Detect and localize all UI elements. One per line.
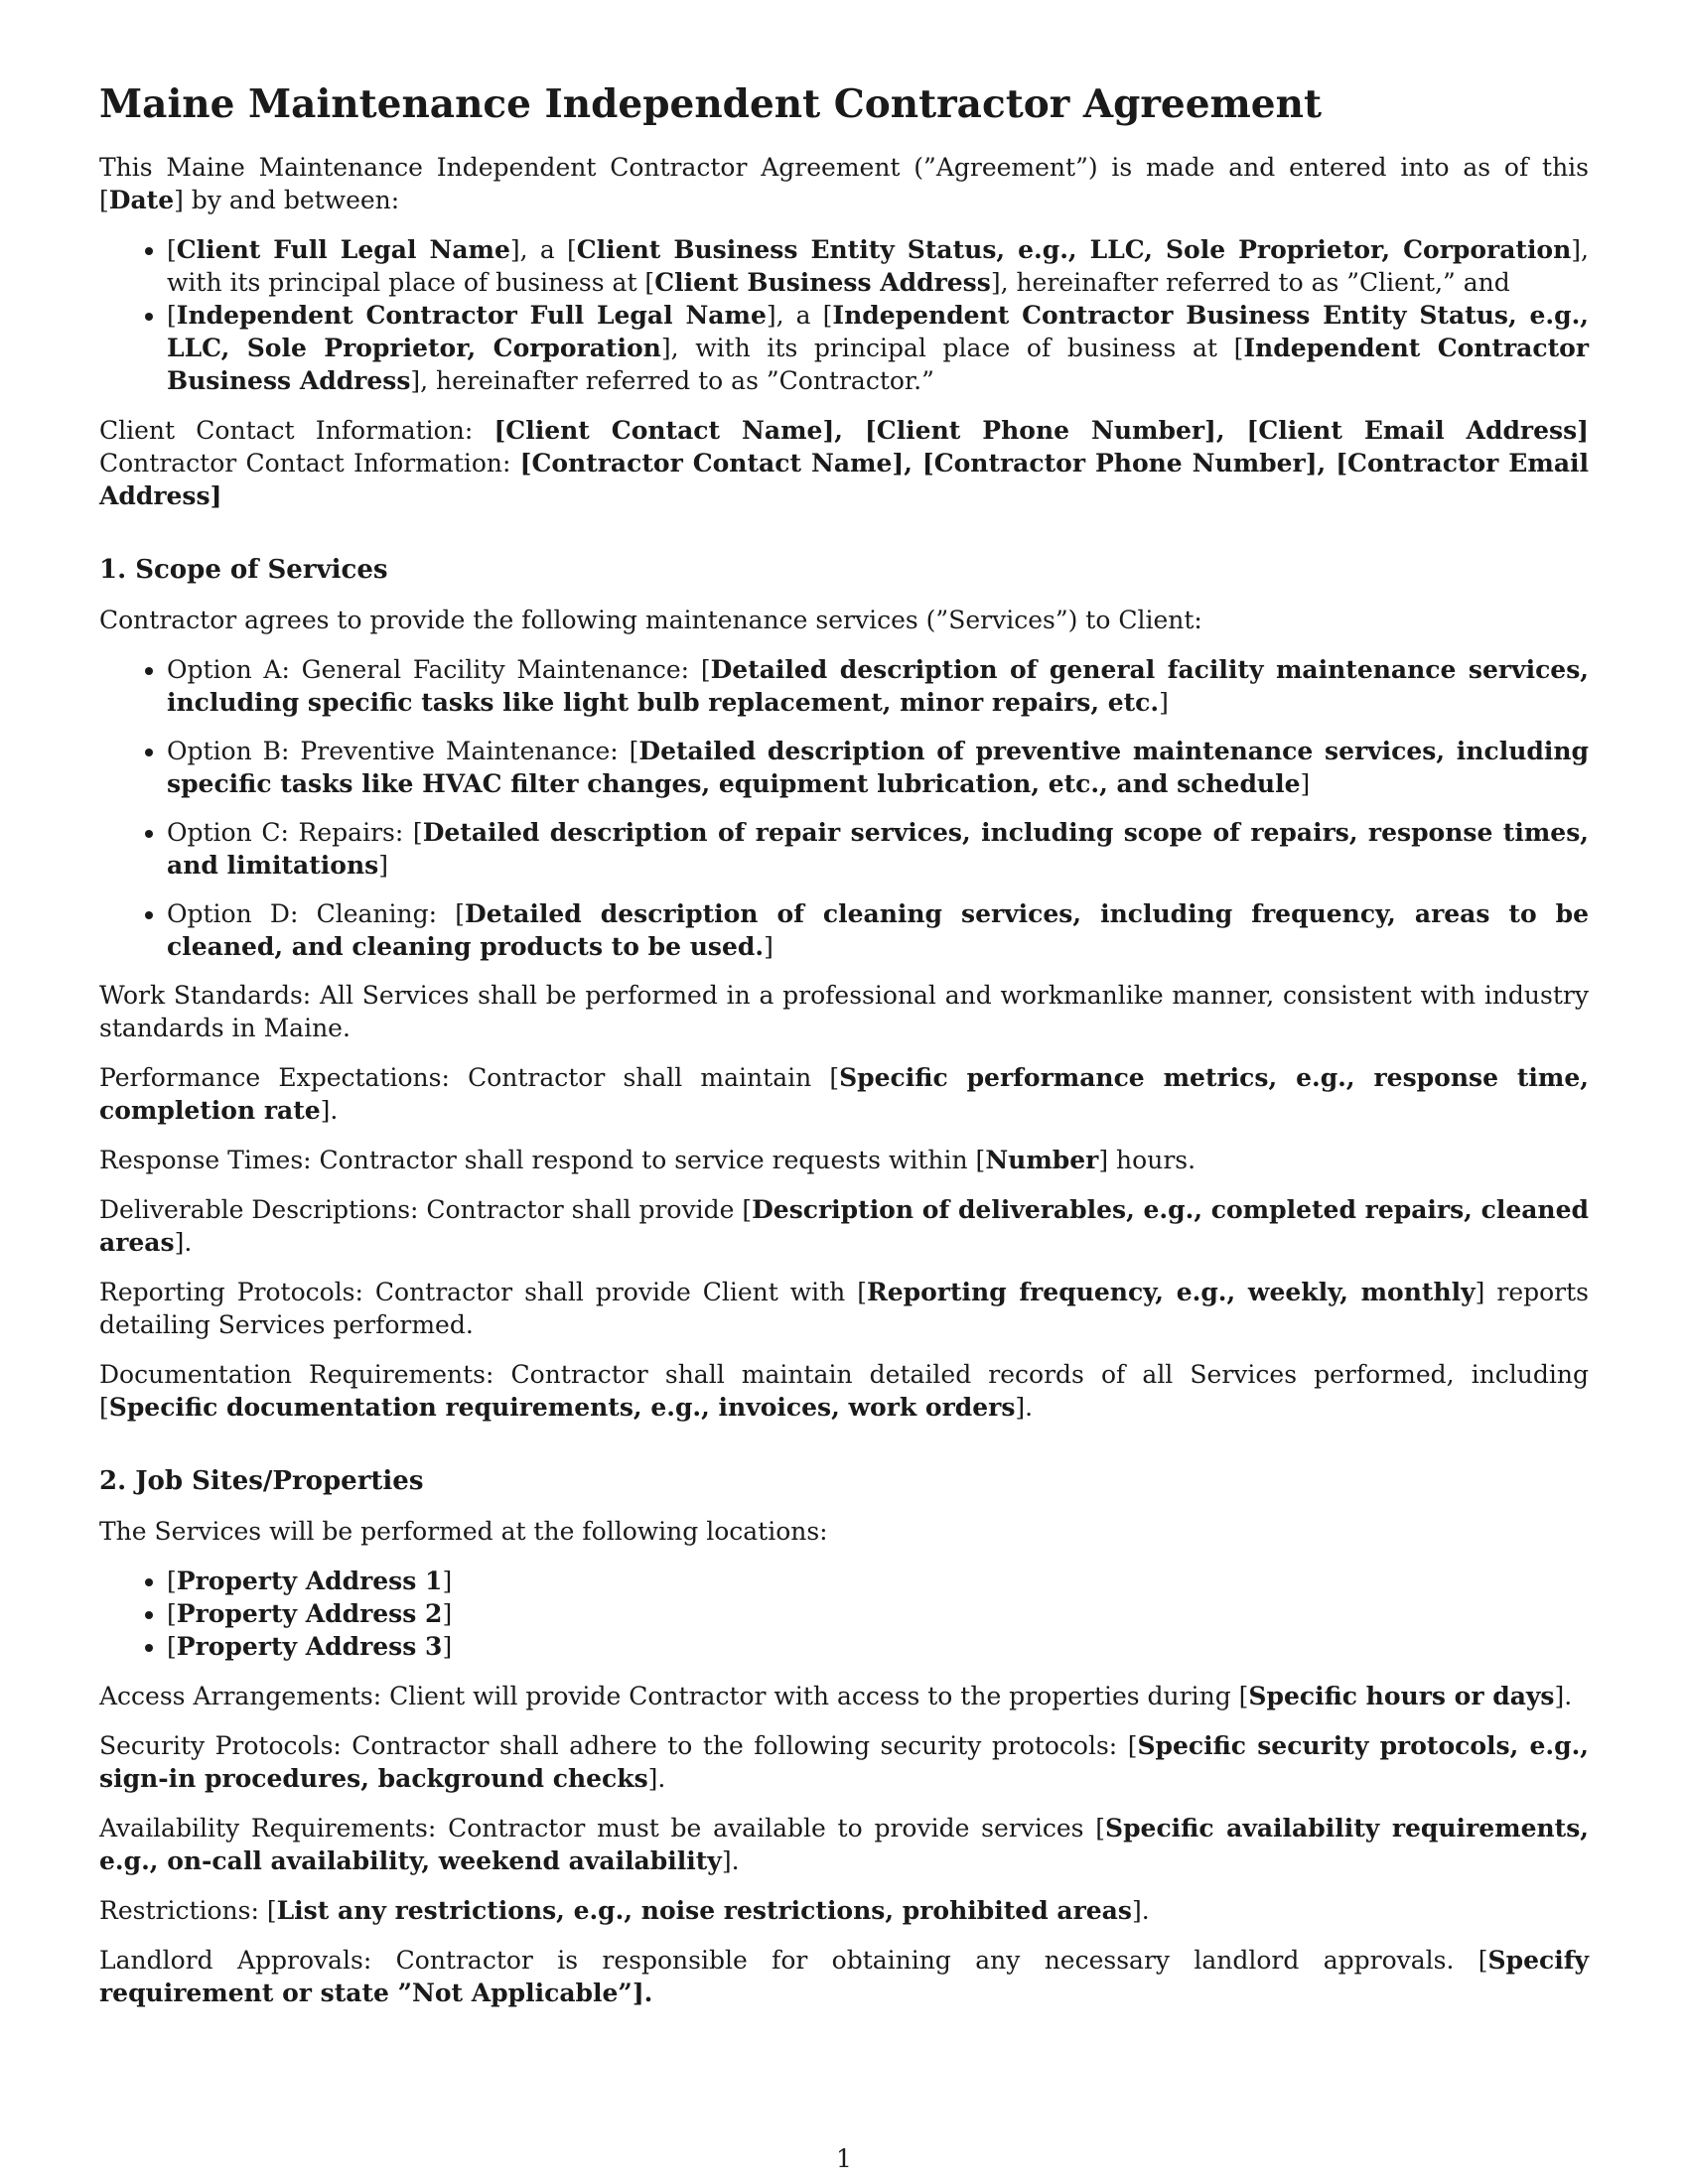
service-option-c: • Option C: Repairs: [Detailed description of repair services, including scope of repairs, response times, and limitations] <box>167 816 1589 882</box>
party-client: • [Client Full Legal Name], a [Client Business Entity Status, e.g., LLC, Sole Proprietor, Corporation], with its principal place of business at [Client Business Address], hereinafter referred to as ”Client,” and <box>167 233 1589 299</box>
property-list <box>99 1565 1589 1663</box>
parties-list <box>99 233 1589 397</box>
service-options-list <box>99 653 1589 963</box>
job-sites-intro: The Services will be performed at the following locations: <box>99 1517 828 1546</box>
documentation-requirements: Documentation Requirements: Contractor shall maintain detailed records of all Services performed, including [Specific documentation requirements, e.g., invoices, work orders]. <box>99 1360 1589 1422</box>
intro-paragraph: This Maine Maintenance Independent Contractor Agreement (”Agreement”) is made and entered into as of this [Date] by and between: <box>99 153 1589 214</box>
availability-requirements: Availability Requirements: Contractor must be available to provide services [Specific availability requirements, e.g., on-call availability, weekend availability]. <box>99 1814 1589 1875</box>
scope-intro: Contractor agrees to provide the following maintenance services (”Services”) to Client: <box>99 606 1202 634</box>
document-page <box>99 81 1589 2026</box>
response-times: Response Times: Contractor shall respond to service requests within [Number] hours. <box>99 1146 1196 1174</box>
party-contractor: • [Independent Contractor Full Legal Name], a [Independent Contractor Business Entity Status, e.g., LLC, Sole Proprietor, Corporation], with its principal place of business at [Independent Contractor Business Address], hereinafter referred to as ”Contractor.” <box>167 299 1589 397</box>
property-address-1: • [Property Address 1] <box>167 1565 1589 1597</box>
security-protocols: Security Protocols: Contractor shall adhere to the following security protocols: [Specific security protocols, e.g., sign-in procedures, background checks]. <box>99 1731 1589 1793</box>
section-1-heading: 1. Scope of Services <box>99 555 388 585</box>
access-arrangements: Access Arrangements: Client will provide Contractor with access to the properties during [Specific hours or days]. <box>99 1682 1573 1710</box>
document-title: Maine Maintenance Independent Contractor Agreement <box>99 81 1322 127</box>
work-standards: Work Standards: All Services shall be performed in a professional and workmanlike manner, consistent with industry standards in Maine. <box>99 981 1589 1042</box>
restrictions: Restrictions: [List any restrictions, e.g., noise restrictions, prohibited areas]. <box>99 1896 1150 1925</box>
performance-expectations: Performance Expectations: Contractor shall maintain [Specific performance metrics, e.g., response time, completion rate]. <box>99 1063 1589 1125</box>
contact-information: Client Contact Information: [Client Contact Name], [Client Phone Number], [Client Email Address] Contractor Contact Information: [Contractor Contact Name], [Contractor Phone Number], [Contractor Email Address] <box>99 416 1590 510</box>
property-address-3: • [Property Address 3] <box>167 1630 1589 1663</box>
page-number: 1 <box>836 2144 852 2173</box>
reporting-protocols: Reporting Protocols: Contractor shall provide Client with [Reporting frequency, e.g., weekly, monthly] reports detailing Services performed. <box>99 1278 1589 1339</box>
section-2-heading: 2. Job Sites/Properties <box>99 1466 424 1496</box>
deliverable-descriptions: Deliverable Descriptions: Contractor shall provide [Description of deliverables, e.g., completed repairs, cleaned areas]. <box>99 1195 1589 1257</box>
service-option-d: • Option D: Cleaning: [Detailed description of cleaning services, including frequency, areas to be cleaned, and cleaning products to be used.] <box>167 897 1589 963</box>
landlord-approvals: Landlord Approvals: Contractor is responsible for obtaining any necessary landlord approvals. [Specify requirement or state ”Not Applicable”]. <box>99 1946 1589 2007</box>
service-option-b: • Option B: Preventive Maintenance: [Detailed description of preventive maintenance services, including specific tasks like HVAC filter changes, equipment lubrication, etc., and schedule] <box>167 735 1589 800</box>
service-option-a: • Option A: General Facility Maintenance: [Detailed description of general facility maintenance services, including specific tasks like light bulb replacement, minor repairs, etc.] <box>167 653 1589 719</box>
property-address-2: • [Property Address 2] <box>167 1597 1589 1630</box>
